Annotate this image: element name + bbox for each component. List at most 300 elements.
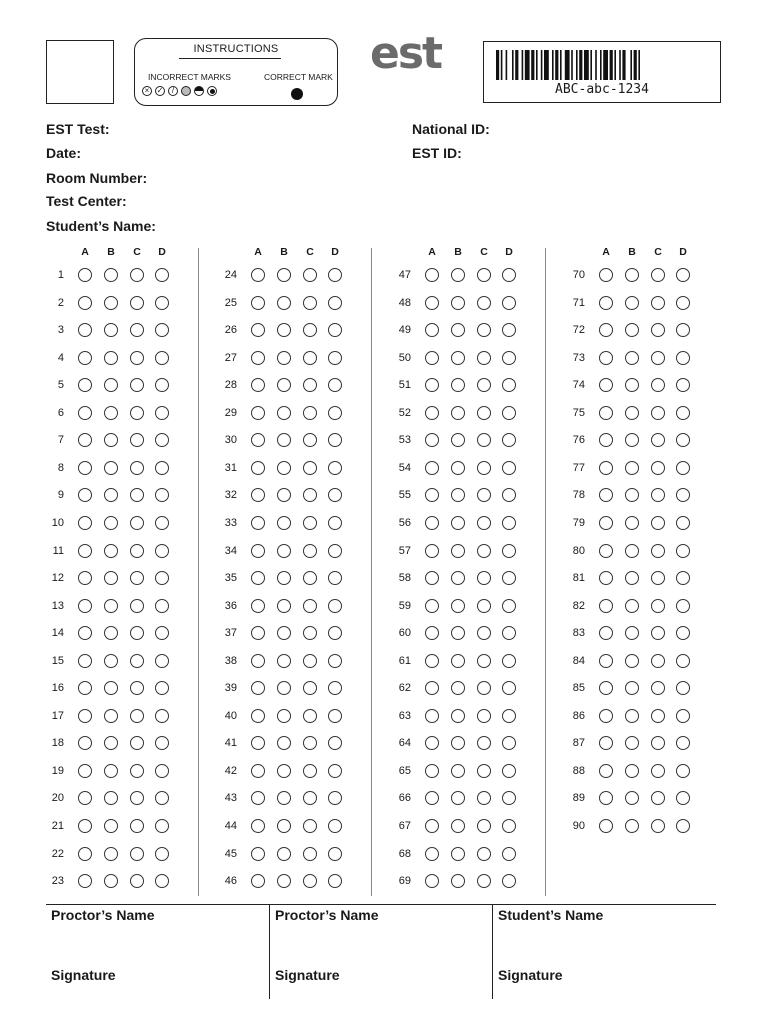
answer-bubble-a[interactable]: [251, 764, 265, 778]
answer-bubble-d[interactable]: [502, 819, 516, 833]
answer-bubble-a[interactable]: [78, 461, 92, 475]
answer-bubble-c[interactable]: [303, 709, 317, 723]
answer-bubble-d[interactable]: [155, 433, 169, 447]
answer-bubble-a[interactable]: [78, 406, 92, 420]
answer-bubble-d[interactable]: [676, 626, 690, 640]
answer-bubble-c[interactable]: [130, 296, 144, 310]
answer-bubble-b[interactable]: [625, 654, 639, 668]
answer-bubble-a[interactable]: [78, 847, 92, 861]
answer-bubble-c[interactable]: [477, 571, 491, 585]
answer-bubble-d[interactable]: [328, 488, 342, 502]
answer-bubble-a[interactable]: [251, 488, 265, 502]
answer-bubble-a[interactable]: [425, 406, 439, 420]
answer-bubble-d[interactable]: [155, 296, 169, 310]
answer-bubble-a[interactable]: [599, 268, 613, 282]
answer-bubble-a[interactable]: [599, 296, 613, 310]
answer-bubble-d[interactable]: [502, 681, 516, 695]
answer-bubble-b[interactable]: [451, 709, 465, 723]
answer-bubble-c[interactable]: [303, 378, 317, 392]
answer-bubble-b[interactable]: [277, 461, 291, 475]
answer-bubble-d[interactable]: [155, 874, 169, 888]
answer-bubble-a[interactable]: [78, 654, 92, 668]
answer-bubble-d[interactable]: [502, 268, 516, 282]
answer-bubble-b[interactable]: [451, 571, 465, 585]
answer-bubble-c[interactable]: [303, 296, 317, 310]
answer-bubble-c[interactable]: [477, 764, 491, 778]
answer-bubble-b[interactable]: [277, 544, 291, 558]
answer-bubble-d[interactable]: [676, 378, 690, 392]
answer-bubble-d[interactable]: [155, 709, 169, 723]
answer-bubble-a[interactable]: [599, 709, 613, 723]
answer-bubble-d[interactable]: [676, 323, 690, 337]
answer-bubble-b[interactable]: [277, 874, 291, 888]
answer-bubble-c[interactable]: [477, 544, 491, 558]
answer-bubble-c[interactable]: [477, 433, 491, 447]
answer-bubble-a[interactable]: [251, 819, 265, 833]
answer-bubble-d[interactable]: [502, 516, 516, 530]
answer-bubble-b[interactable]: [625, 736, 639, 750]
answer-bubble-c[interactable]: [477, 874, 491, 888]
answer-bubble-d[interactable]: [502, 654, 516, 668]
answer-bubble-c[interactable]: [130, 791, 144, 805]
answer-bubble-c[interactable]: [130, 819, 144, 833]
answer-bubble-b[interactable]: [104, 736, 118, 750]
answer-bubble-a[interactable]: [78, 874, 92, 888]
answer-bubble-a[interactable]: [78, 351, 92, 365]
answer-bubble-d[interactable]: [676, 296, 690, 310]
answer-bubble-d[interactable]: [676, 736, 690, 750]
answer-bubble-c[interactable]: [303, 516, 317, 530]
answer-bubble-b[interactable]: [625, 764, 639, 778]
answer-bubble-a[interactable]: [251, 571, 265, 585]
answer-bubble-a[interactable]: [599, 433, 613, 447]
answer-bubble-a[interactable]: [251, 654, 265, 668]
answer-bubble-a[interactable]: [425, 488, 439, 502]
answer-bubble-b[interactable]: [104, 544, 118, 558]
answer-bubble-b[interactable]: [277, 571, 291, 585]
answer-bubble-b[interactable]: [625, 544, 639, 558]
answer-bubble-b[interactable]: [277, 847, 291, 861]
answer-bubble-d[interactable]: [502, 351, 516, 365]
answer-bubble-b[interactable]: [104, 461, 118, 475]
answer-bubble-b[interactable]: [104, 819, 118, 833]
answer-bubble-d[interactable]: [676, 764, 690, 778]
answer-bubble-a[interactable]: [251, 847, 265, 861]
answer-bubble-b[interactable]: [277, 709, 291, 723]
answer-bubble-c[interactable]: [651, 516, 665, 530]
answer-bubble-a[interactable]: [425, 296, 439, 310]
answer-bubble-c[interactable]: [130, 516, 144, 530]
answer-bubble-c[interactable]: [477, 819, 491, 833]
answer-bubble-d[interactable]: [328, 433, 342, 447]
answer-bubble-a[interactable]: [599, 571, 613, 585]
answer-bubble-d[interactable]: [328, 709, 342, 723]
answer-bubble-a[interactable]: [425, 654, 439, 668]
answer-bubble-a[interactable]: [599, 599, 613, 613]
answer-bubble-b[interactable]: [451, 681, 465, 695]
answer-bubble-b[interactable]: [625, 516, 639, 530]
answer-bubble-b[interactable]: [625, 571, 639, 585]
answer-bubble-b[interactable]: [451, 406, 465, 420]
answer-bubble-b[interactable]: [625, 791, 639, 805]
answer-bubble-d[interactable]: [502, 544, 516, 558]
answer-bubble-c[interactable]: [303, 571, 317, 585]
answer-bubble-d[interactable]: [676, 516, 690, 530]
answer-bubble-a[interactable]: [78, 323, 92, 337]
answer-bubble-b[interactable]: [451, 296, 465, 310]
answer-bubble-d[interactable]: [328, 599, 342, 613]
answer-bubble-a[interactable]: [78, 544, 92, 558]
answer-bubble-c[interactable]: [477, 351, 491, 365]
answer-bubble-a[interactable]: [78, 681, 92, 695]
answer-bubble-b[interactable]: [451, 847, 465, 861]
answer-bubble-a[interactable]: [425, 791, 439, 805]
answer-bubble-c[interactable]: [477, 378, 491, 392]
answer-bubble-a[interactable]: [599, 654, 613, 668]
answer-bubble-b[interactable]: [104, 764, 118, 778]
answer-bubble-c[interactable]: [303, 654, 317, 668]
answer-bubble-c[interactable]: [130, 323, 144, 337]
answer-bubble-d[interactable]: [328, 406, 342, 420]
answer-bubble-c[interactable]: [303, 874, 317, 888]
answer-bubble-a[interactable]: [251, 433, 265, 447]
answer-bubble-a[interactable]: [425, 736, 439, 750]
answer-bubble-c[interactable]: [651, 378, 665, 392]
answer-bubble-b[interactable]: [277, 268, 291, 282]
answer-bubble-d[interactable]: [155, 544, 169, 558]
answer-bubble-c[interactable]: [477, 847, 491, 861]
answer-bubble-c[interactable]: [477, 709, 491, 723]
answer-bubble-b[interactable]: [451, 736, 465, 750]
answer-bubble-b[interactable]: [104, 791, 118, 805]
answer-bubble-d[interactable]: [502, 488, 516, 502]
answer-bubble-a[interactable]: [425, 599, 439, 613]
answer-bubble-b[interactable]: [277, 296, 291, 310]
answer-bubble-d[interactable]: [328, 323, 342, 337]
answer-bubble-a[interactable]: [251, 461, 265, 475]
answer-bubble-a[interactable]: [251, 378, 265, 392]
answer-bubble-b[interactable]: [104, 847, 118, 861]
answer-bubble-c[interactable]: [303, 268, 317, 282]
answer-bubble-c[interactable]: [130, 654, 144, 668]
answer-bubble-d[interactable]: [328, 351, 342, 365]
answer-bubble-c[interactable]: [303, 461, 317, 475]
answer-bubble-b[interactable]: [625, 323, 639, 337]
answer-bubble-c[interactable]: [303, 736, 317, 750]
answer-bubble-a[interactable]: [599, 406, 613, 420]
answer-bubble-d[interactable]: [328, 461, 342, 475]
answer-bubble-d[interactable]: [155, 488, 169, 502]
answer-bubble-c[interactable]: [303, 681, 317, 695]
answer-bubble-d[interactable]: [155, 599, 169, 613]
answer-bubble-c[interactable]: [130, 488, 144, 502]
answer-bubble-a[interactable]: [425, 764, 439, 778]
answer-bubble-d[interactable]: [502, 461, 516, 475]
answer-bubble-c[interactable]: [130, 681, 144, 695]
answer-bubble-d[interactable]: [676, 681, 690, 695]
answer-bubble-a[interactable]: [599, 791, 613, 805]
answer-bubble-b[interactable]: [277, 488, 291, 502]
answer-bubble-d[interactable]: [155, 764, 169, 778]
answer-bubble-b[interactable]: [451, 791, 465, 805]
answer-bubble-b[interactable]: [625, 709, 639, 723]
answer-bubble-b[interactable]: [104, 681, 118, 695]
answer-bubble-d[interactable]: [502, 378, 516, 392]
answer-bubble-a[interactable]: [599, 351, 613, 365]
answer-bubble-d[interactable]: [328, 296, 342, 310]
answer-bubble-d[interactable]: [676, 709, 690, 723]
answer-bubble-d[interactable]: [328, 516, 342, 530]
answer-bubble-b[interactable]: [104, 433, 118, 447]
answer-bubble-a[interactable]: [425, 268, 439, 282]
answer-bubble-a[interactable]: [251, 516, 265, 530]
answer-bubble-d[interactable]: [328, 571, 342, 585]
answer-bubble-b[interactable]: [104, 378, 118, 392]
answer-bubble-d[interactable]: [328, 847, 342, 861]
answer-bubble-a[interactable]: [251, 681, 265, 695]
answer-bubble-b[interactable]: [104, 351, 118, 365]
answer-bubble-d[interactable]: [676, 819, 690, 833]
answer-bubble-d[interactable]: [155, 736, 169, 750]
answer-bubble-b[interactable]: [451, 819, 465, 833]
answer-bubble-a[interactable]: [425, 819, 439, 833]
answer-bubble-d[interactable]: [328, 736, 342, 750]
answer-bubble-a[interactable]: [251, 323, 265, 337]
answer-bubble-c[interactable]: [651, 791, 665, 805]
answer-bubble-c[interactable]: [651, 819, 665, 833]
answer-bubble-a[interactable]: [78, 764, 92, 778]
answer-bubble-b[interactable]: [625, 681, 639, 695]
answer-bubble-d[interactable]: [502, 874, 516, 888]
answer-bubble-b[interactable]: [451, 654, 465, 668]
answer-bubble-a[interactable]: [425, 681, 439, 695]
answer-bubble-d[interactable]: [155, 681, 169, 695]
answer-bubble-a[interactable]: [251, 351, 265, 365]
answer-bubble-d[interactable]: [676, 406, 690, 420]
answer-bubble-b[interactable]: [277, 681, 291, 695]
answer-bubble-a[interactable]: [251, 709, 265, 723]
answer-bubble-a[interactable]: [78, 296, 92, 310]
answer-bubble-d[interactable]: [155, 626, 169, 640]
answer-bubble-c[interactable]: [477, 681, 491, 695]
answer-bubble-a[interactable]: [251, 626, 265, 640]
answer-bubble-c[interactable]: [130, 626, 144, 640]
answer-bubble-c[interactable]: [477, 406, 491, 420]
answer-bubble-a[interactable]: [251, 268, 265, 282]
answer-bubble-c[interactable]: [651, 764, 665, 778]
answer-bubble-a[interactable]: [599, 516, 613, 530]
answer-bubble-b[interactable]: [277, 654, 291, 668]
answer-bubble-b[interactable]: [104, 874, 118, 888]
answer-bubble-c[interactable]: [130, 433, 144, 447]
answer-bubble-d[interactable]: [328, 681, 342, 695]
answer-bubble-a[interactable]: [78, 378, 92, 392]
answer-bubble-d[interactable]: [155, 847, 169, 861]
answer-bubble-c[interactable]: [651, 599, 665, 613]
answer-bubble-c[interactable]: [651, 406, 665, 420]
answer-bubble-c[interactable]: [130, 847, 144, 861]
answer-bubble-c[interactable]: [477, 516, 491, 530]
answer-bubble-a[interactable]: [78, 268, 92, 282]
answer-bubble-a[interactable]: [425, 709, 439, 723]
answer-bubble-d[interactable]: [328, 544, 342, 558]
answer-bubble-d[interactable]: [502, 433, 516, 447]
answer-bubble-a[interactable]: [425, 378, 439, 392]
answer-bubble-b[interactable]: [277, 626, 291, 640]
answer-bubble-a[interactable]: [599, 461, 613, 475]
answer-bubble-b[interactable]: [104, 654, 118, 668]
answer-bubble-c[interactable]: [477, 736, 491, 750]
answer-bubble-d[interactable]: [676, 433, 690, 447]
answer-bubble-d[interactable]: [155, 461, 169, 475]
answer-bubble-c[interactable]: [303, 433, 317, 447]
answer-bubble-d[interactable]: [328, 378, 342, 392]
answer-bubble-a[interactable]: [251, 544, 265, 558]
answer-bubble-c[interactable]: [130, 571, 144, 585]
answer-bubble-b[interactable]: [451, 488, 465, 502]
answer-bubble-d[interactable]: [502, 709, 516, 723]
answer-bubble-a[interactable]: [78, 626, 92, 640]
answer-bubble-c[interactable]: [477, 323, 491, 337]
answer-bubble-d[interactable]: [676, 654, 690, 668]
answer-bubble-a[interactable]: [599, 736, 613, 750]
answer-bubble-c[interactable]: [303, 544, 317, 558]
answer-bubble-d[interactable]: [328, 268, 342, 282]
answer-bubble-a[interactable]: [599, 544, 613, 558]
answer-bubble-b[interactable]: [104, 516, 118, 530]
answer-bubble-a[interactable]: [425, 847, 439, 861]
answer-bubble-b[interactable]: [277, 516, 291, 530]
answer-bubble-d[interactable]: [676, 461, 690, 475]
answer-bubble-d[interactable]: [502, 764, 516, 778]
answer-bubble-c[interactable]: [130, 874, 144, 888]
answer-bubble-c[interactable]: [130, 268, 144, 282]
answer-bubble-d[interactable]: [502, 847, 516, 861]
answer-bubble-c[interactable]: [303, 406, 317, 420]
answer-bubble-d[interactable]: [155, 791, 169, 805]
answer-bubble-a[interactable]: [425, 433, 439, 447]
answer-bubble-b[interactable]: [104, 488, 118, 502]
answer-bubble-a[interactable]: [251, 791, 265, 805]
answer-bubble-b[interactable]: [104, 626, 118, 640]
answer-bubble-c[interactable]: [130, 378, 144, 392]
answer-bubble-b[interactable]: [104, 323, 118, 337]
answer-bubble-d[interactable]: [502, 296, 516, 310]
answer-bubble-c[interactable]: [651, 268, 665, 282]
answer-bubble-b[interactable]: [625, 433, 639, 447]
answer-bubble-a[interactable]: [425, 323, 439, 337]
answer-bubble-b[interactable]: [451, 268, 465, 282]
answer-bubble-c[interactable]: [651, 736, 665, 750]
answer-bubble-c[interactable]: [477, 599, 491, 613]
answer-bubble-c[interactable]: [477, 626, 491, 640]
answer-bubble-a[interactable]: [78, 819, 92, 833]
answer-bubble-c[interactable]: [303, 847, 317, 861]
answer-bubble-c[interactable]: [651, 571, 665, 585]
answer-bubble-a[interactable]: [78, 709, 92, 723]
answer-bubble-d[interactable]: [676, 599, 690, 613]
answer-bubble-c[interactable]: [303, 791, 317, 805]
answer-bubble-c[interactable]: [651, 351, 665, 365]
answer-bubble-c[interactable]: [651, 654, 665, 668]
answer-bubble-d[interactable]: [155, 654, 169, 668]
answer-bubble-c[interactable]: [130, 351, 144, 365]
answer-bubble-b[interactable]: [277, 351, 291, 365]
answer-bubble-c[interactable]: [477, 268, 491, 282]
answer-bubble-d[interactable]: [676, 268, 690, 282]
answer-bubble-d[interactable]: [328, 764, 342, 778]
answer-bubble-c[interactable]: [130, 764, 144, 778]
answer-bubble-b[interactable]: [104, 268, 118, 282]
answer-bubble-b[interactable]: [277, 599, 291, 613]
answer-bubble-a[interactable]: [78, 488, 92, 502]
answer-bubble-d[interactable]: [155, 351, 169, 365]
answer-bubble-c[interactable]: [651, 544, 665, 558]
answer-bubble-d[interactable]: [502, 571, 516, 585]
answer-bubble-b[interactable]: [625, 351, 639, 365]
answer-bubble-d[interactable]: [155, 406, 169, 420]
answer-bubble-b[interactable]: [451, 874, 465, 888]
answer-bubble-a[interactable]: [78, 433, 92, 447]
answer-bubble-c[interactable]: [651, 488, 665, 502]
answer-bubble-c[interactable]: [130, 544, 144, 558]
answer-bubble-c[interactable]: [303, 323, 317, 337]
answer-bubble-d[interactable]: [502, 736, 516, 750]
answer-bubble-a[interactable]: [599, 764, 613, 778]
answer-bubble-a[interactable]: [251, 736, 265, 750]
answer-bubble-a[interactable]: [599, 819, 613, 833]
answer-bubble-a[interactable]: [599, 681, 613, 695]
answer-bubble-c[interactable]: [651, 296, 665, 310]
answer-bubble-d[interactable]: [328, 874, 342, 888]
answer-bubble-d[interactable]: [502, 599, 516, 613]
answer-bubble-d[interactable]: [155, 268, 169, 282]
answer-bubble-d[interactable]: [328, 626, 342, 640]
answer-bubble-a[interactable]: [78, 516, 92, 530]
answer-bubble-a[interactable]: [425, 874, 439, 888]
answer-bubble-b[interactable]: [104, 571, 118, 585]
answer-bubble-c[interactable]: [130, 599, 144, 613]
answer-bubble-b[interactable]: [277, 791, 291, 805]
answer-bubble-d[interactable]: [155, 819, 169, 833]
answer-bubble-b[interactable]: [104, 599, 118, 613]
answer-bubble-d[interactable]: [676, 791, 690, 805]
answer-bubble-b[interactable]: [277, 433, 291, 447]
answer-bubble-b[interactable]: [625, 406, 639, 420]
answer-bubble-a[interactable]: [425, 351, 439, 365]
answer-bubble-b[interactable]: [277, 378, 291, 392]
answer-bubble-d[interactable]: [155, 323, 169, 337]
answer-bubble-b[interactable]: [277, 764, 291, 778]
answer-bubble-d[interactable]: [502, 406, 516, 420]
answer-bubble-c[interactable]: [303, 764, 317, 778]
answer-bubble-c[interactable]: [477, 488, 491, 502]
answer-bubble-d[interactable]: [328, 791, 342, 805]
answer-bubble-c[interactable]: [651, 323, 665, 337]
answer-bubble-d[interactable]: [155, 571, 169, 585]
answer-bubble-b[interactable]: [451, 461, 465, 475]
answer-bubble-a[interactable]: [425, 626, 439, 640]
answer-bubble-b[interactable]: [104, 406, 118, 420]
answer-bubble-b[interactable]: [451, 378, 465, 392]
answer-bubble-d[interactable]: [328, 819, 342, 833]
answer-bubble-b[interactable]: [451, 764, 465, 778]
answer-bubble-b[interactable]: [625, 599, 639, 613]
answer-bubble-b[interactable]: [451, 544, 465, 558]
answer-bubble-b[interactable]: [277, 406, 291, 420]
answer-bubble-d[interactable]: [502, 791, 516, 805]
answer-bubble-d[interactable]: [502, 323, 516, 337]
